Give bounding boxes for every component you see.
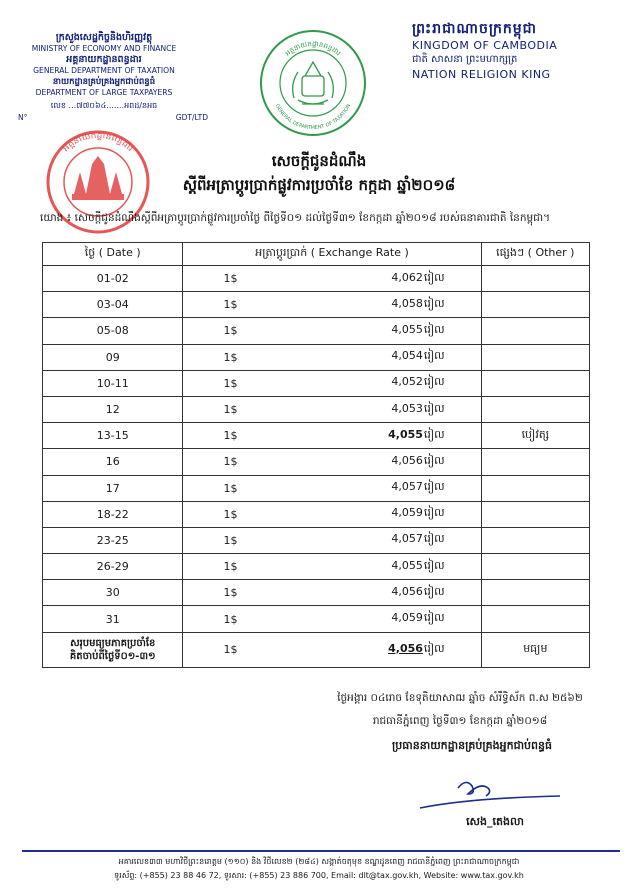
table-row: [43, 554, 590, 580]
motto-kh: ជាតិ សាសនា ព្រះមហាក្សត្រ: [412, 54, 518, 65]
reference-no-suffix: GDT/LTD: [175, 113, 208, 122]
table-header-row: [43, 243, 590, 266]
header-exchange-rate: អត្រាប្តូរប្រាក់ ( Exchange Rate ): [183, 243, 481, 266]
cell-other: [481, 318, 589, 344]
rate-value: 4,059: [391, 611, 423, 625]
cell-rate: [279, 606, 481, 632]
rate-value: 4,058: [391, 296, 423, 310]
rate-unit: រៀល: [423, 427, 445, 441]
rate-value: 4,059: [391, 506, 423, 520]
average-label-line1: សរុបមធ្យមភាគប្រចាំខែ: [70, 637, 156, 649]
rate-unit: រៀល: [423, 453, 445, 467]
cell-rate: [279, 396, 481, 422]
table-row: [43, 370, 590, 396]
cell-date: 10-11: [43, 370, 183, 396]
footer-address: អគារលេខ៣៣ មហាវិថីព្រះនរោត្តម (១១០) និង វិថីលេខ២ (២៨៤) សង្កាត់ចតុមុខ ខណ្ឌដូនពេញ រាជធានីភ្នំពេញ ព្រះរាជាណាចក្រកម្ពុជា: [118, 857, 520, 866]
reference-number: លេខ ...៧៧០៦៤.......អពដ/នអធ: [50, 101, 158, 110]
rate-value: 4,057: [391, 532, 423, 546]
signer-name: សេង_តេងលា: [466, 815, 524, 828]
cell-date: 16: [43, 449, 183, 475]
cell-other: [481, 344, 589, 370]
cell-other: បៀវត្ស: [481, 423, 589, 449]
cell-rate: [279, 554, 481, 580]
table-row: [43, 344, 590, 370]
cell-date: 05-08: [43, 318, 183, 344]
cell-rate: [279, 292, 481, 318]
reference-number-line: [18, 113, 208, 122]
rate-unit: រៀល: [423, 401, 445, 415]
cell-average-rate: [279, 632, 481, 667]
cell-other: [481, 266, 589, 292]
cell-date: 26-29: [43, 554, 183, 580]
table-row-average: [43, 632, 590, 667]
cell-other: [481, 580, 589, 606]
rate-value: 4,052: [391, 375, 423, 389]
signer-title: ប្រធាននាយកដ្ឋានគ្រប់គ្រងអ្នកជាប់ពន្ធធំ: [392, 739, 552, 752]
table-body: [43, 266, 590, 668]
reference-no-prefix: N°: [18, 113, 28, 122]
rate-unit: រៀល: [423, 375, 445, 389]
cell-date: 17: [43, 475, 183, 501]
table-row: [43, 423, 590, 449]
rate-unit: រៀល: [423, 532, 445, 546]
lunar-date: ថ្ងៃអង្គារ ០៤រោច ខែទុតិយាសាឍ ឆ្នាំច សំរឹទ្ធិស័ក ព.ស ២៥៦២: [337, 692, 583, 704]
svg-text:GENERAL DEPARTMENT OF TAXATION: GENERAL DEPARTMENT OF TAXATION: [273, 103, 353, 132]
rate-value: 4,057: [391, 480, 423, 494]
cell-other: [481, 527, 589, 553]
cell-other: [481, 606, 589, 632]
signature-icon: [410, 768, 570, 818]
average-rate-value: 4,056: [388, 641, 423, 655]
cell-other: [481, 449, 589, 475]
cell-currency: 1$: [183, 423, 279, 449]
cell-rate: [279, 580, 481, 606]
rate-unit: រៀល: [423, 558, 445, 572]
cell-date: 09: [43, 344, 183, 370]
kingdom-header: [412, 20, 617, 82]
cell-currency: 1$: [183, 606, 279, 632]
cell-rate: [279, 344, 481, 370]
cell-currency: 1$: [183, 475, 279, 501]
rate-unit: រៀល: [423, 641, 445, 655]
cell-currency: 1$: [183, 632, 279, 667]
rate-unit: រៀល: [423, 480, 445, 494]
average-label-line2: គិតចាប់ពីថ្ងៃទី០១-៣១: [69, 650, 156, 662]
cell-currency: 1$: [183, 527, 279, 553]
cell-currency: 1$: [183, 318, 279, 344]
cell-other: [481, 396, 589, 422]
cell-currency: 1$: [183, 266, 279, 292]
cell-rate: [279, 266, 481, 292]
cell-other: [481, 501, 589, 527]
cell-currency: 1$: [183, 449, 279, 475]
cell-currency: 1$: [183, 292, 279, 318]
dlt-name-en: DEPARTMENT OF LARGE TAXPAYERS: [35, 88, 173, 97]
cell-rate: [279, 501, 481, 527]
rate-unit: រៀល: [423, 322, 445, 336]
header-other: ផ្សេងៗ ( Other ): [481, 243, 589, 266]
footer-divider: [22, 850, 620, 852]
cell-currency: 1$: [183, 501, 279, 527]
rate-unit: រៀល: [423, 506, 445, 520]
gdt-name-kh: អគ្គនាយកដ្ឋានពន្ធដារ: [66, 54, 142, 65]
ministry-name-en: MINISTRY OF ECONOMY AND FINANCE: [31, 44, 177, 53]
cell-date: 01-02: [43, 266, 183, 292]
rate-value: 4,055: [388, 427, 423, 441]
cell-currency: 1$: [183, 580, 279, 606]
table-row: [43, 527, 590, 553]
rate-value: 4,055: [391, 558, 423, 572]
cell-date: 12: [43, 396, 183, 422]
kingdom-name-en: KINGDOM OF CAMBODIA: [412, 39, 558, 52]
reference-text: យោង ៖ សេចក្តីជូនដំណឹងស្តីពីអត្រាប្តូរប្រាក់ផ្លូវការប្រចាំថ្ងៃ ពីថ្ងៃទី០១ ដល់ថ្ងៃទី៣១ ខែកក្កដា ឆ្នាំ២០១៨ របស់ធនាគារជាតិ នៃកម្ពុជា។: [40, 212, 551, 224]
rate-unit: រៀល: [423, 296, 445, 310]
rate-value: 4,062: [391, 270, 423, 284]
cell-currency: 1$: [183, 370, 279, 396]
table-row: [43, 580, 590, 606]
table-row: [43, 266, 590, 292]
table-row: [43, 606, 590, 632]
svg-text:អគ្គនាយកដ្ឋានពន្ធដារ: អគ្គនាយកដ្ឋានពន្ធដារ: [283, 39, 343, 58]
cell-currency: 1$: [183, 396, 279, 422]
header-date: ថ្ងៃ ( Date ): [43, 243, 183, 266]
cell-rate: [279, 449, 481, 475]
dlt-name-kh: នាយកដ្ឋានគ្រប់គ្រងអ្នកជាប់ពន្ធធំ: [52, 77, 156, 87]
cell-date: 13-15: [43, 423, 183, 449]
rate-value: 4,054: [391, 349, 423, 363]
rate-unit: រៀល: [423, 270, 445, 284]
cell-currency: 1$: [183, 554, 279, 580]
rate-value: 4,055: [391, 322, 423, 336]
table-row: [43, 449, 590, 475]
rate-value: 4,056: [391, 453, 423, 467]
rate-unit: រៀល: [423, 611, 445, 625]
cell-average-label: [43, 632, 183, 667]
ministry-header: [6, 32, 202, 111]
ministry-name-kh: ក្រសួងសេដ្ឋកិច្ចនិងហិរញ្ញវត្ថុ: [55, 32, 153, 43]
cell-rate: [279, 370, 481, 396]
rate-value: 4,053: [391, 401, 423, 415]
cell-rate: [279, 475, 481, 501]
cell-other: [481, 292, 589, 318]
svg-text:អគ្គនាយកដ្ឋានពន្ធដារ: អគ្គនាយកដ្ឋានពន្ធដារ: [61, 130, 135, 154]
table-row: [43, 396, 590, 422]
cell-other: [481, 475, 589, 501]
cell-date: 23-25: [43, 527, 183, 553]
notice-subtitle: ស្តីពីអត្រាប្តូរប្រាក់ផ្លូវការប្រចាំខែ កក្កដា ឆ្នាំ២០១៨: [182, 176, 456, 194]
rate-unit: រៀល: [423, 349, 445, 363]
notice-title: សេចក្តីជូនដំណឹង: [271, 152, 367, 170]
motto-en: NATION RELIGION KING: [412, 68, 551, 81]
exchange-rate-table: [42, 242, 590, 668]
cell-other: [481, 370, 589, 396]
gdt-name-en: GENERAL DEPARTMENT OF TAXATION: [33, 66, 175, 75]
table-row: [43, 318, 590, 344]
table-row: [43, 501, 590, 527]
cell-rate: [279, 527, 481, 553]
rate-value: 4,056: [391, 584, 423, 598]
cell-currency: 1$: [183, 344, 279, 370]
cell-date: 03-04: [43, 292, 183, 318]
table-row: [43, 292, 590, 318]
cell-date: 18-22: [43, 501, 183, 527]
cell-rate: [279, 318, 481, 344]
cell-date: 30: [43, 580, 183, 606]
cell-average-other: មធ្យម: [481, 632, 589, 667]
table-row: [43, 475, 590, 501]
rate-unit: រៀល: [423, 584, 445, 598]
kingdom-name-kh: ព្រះរាជាណាចក្រកម្ពុជា: [412, 21, 538, 37]
footer-contact: ទូរស័ព្ទ: (+855) 23 88 46 72, ទូរសារ: (+855) 23 886 700, Email: dlt@tax.gov.kh, Website: www.tax.gov.kh: [114, 871, 524, 880]
solar-date: រាជធានីភ្នំពេញ ថ្ងៃទី៣១ ខែកក្កដា ឆ្នាំ២០១៨: [372, 715, 548, 727]
cell-date: 31: [43, 606, 183, 632]
gdt-seal-icon: [258, 28, 368, 138]
cell-other: [481, 554, 589, 580]
cell-rate: [279, 423, 481, 449]
